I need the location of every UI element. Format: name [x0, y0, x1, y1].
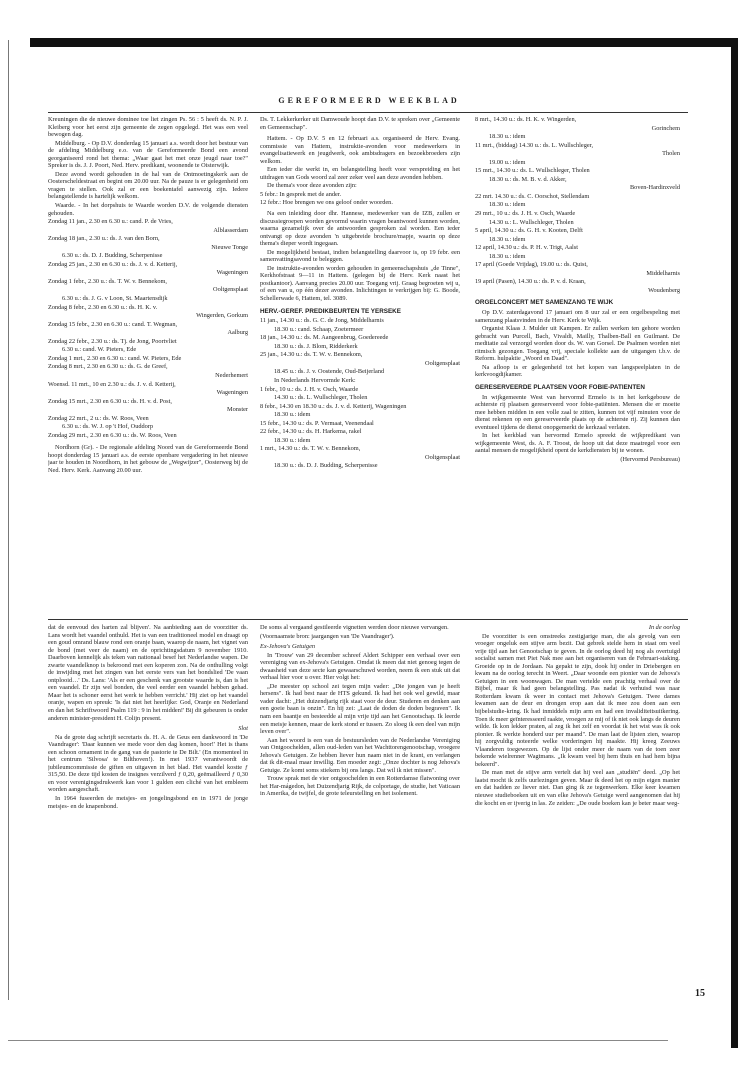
service-line: 8 febr., 14.30 en 18.30 u.: ds. J. v. d. Ketterij, Wageningen: [260, 402, 407, 410]
service-place: Woudenberg: [648, 286, 680, 294]
service-place: Wageningen: [216, 389, 248, 397]
service-line: Zondag 11 jan., 2.30 en 6.30 u.: cand. P. de Vries,: [48, 218, 173, 226]
service-line: 19.00 u.: idem: [489, 158, 526, 166]
paragraph: dat de eenvoud des harten zal blijven'. Na aanbieding aan de voorzitter ds. Lans wordt het vaandel onthuld. Het is van een traditioneel model en draagt op een goud omrand blauw rond een oranje baan, waarop de naam, het vignet van de bond (met veer de naam) en de oprichtingsdatum 9 november 1910. Daarboven kennelijk als teken van nationaal besef het Nederlandse wapen. De zwarte vaandelknop is bekroond met een koperen zon. Na de onthulling volgt de inwijding met het zingen van het eerste vers van het bondslied 'De vaan ontplooid…' Ds. Lans: 'Als er een geschenk van grootste waarde is, dan is het een vaandel. Er zijn wel bonden, die veel eerder een vaandel hebben gehad. Maar het is schoner eerst het werk te hebben verricht.' Hij ziet op het vaandel oranje, wapen en spreuk: 'Is dat niet het heerlijke: God, Oranje en Nederland en dan het Schriftwoord Psalm 119 : 9 in het midden!' Bij dit gebeuren is onder anderen minister-president H. Colijn present.: [48, 624, 248, 722]
article-column-1: [48, 116, 248, 616]
service-line: Zondag 15 febr., 2.30 en 6.30 u.: cand. T. Wegman,: [48, 320, 178, 328]
service-line: 18.30 u.: idem: [489, 235, 526, 243]
subheading: In de oorlog: [648, 624, 680, 631]
right-border-bar: [731, 38, 738, 1048]
service-line: 18 jan., 14.30 u.: ds. M. Aangeenbrug, Goedereede: [260, 334, 389, 342]
service-place: Tholen: [662, 150, 680, 158]
service-line: Zondag 22 febr., 2.30 u.: ds. Tj. de Jong, Poortvliet: [48, 337, 177, 345]
service-place: Nieuwe Tonge: [211, 243, 248, 251]
paragraph: In het kerkblad van hervormd Ermelo spreekt de wijkpredikant van wijkgemeente West, ds. A. F. Troost, de hoop uit dat deze maatregel voor een aantal mensen de mogelijkheid opent de kerkdiensten bij te wonen.: [475, 432, 680, 455]
service-place: Middelharnis: [646, 269, 680, 277]
paragraph: Waarde. - In het dorpshuis te Waarde worden D.V. de volgende diensten gehouden.: [48, 202, 248, 217]
service-line: 15 mrt., 14.30 u.: ds. L. Wullschleger, Tholen: [475, 167, 590, 175]
paragraph: De instruktie-avonden worden gehouden in gemeenschapshuis „de Tinne", Kerkhofstraat 9—11 in Hattem. (gelegen bij de Herv. Kerk naast het postkantoor). Aanvang precies 20.00 uur. Toegang vrij. Graag begroeten wij u, of een van u, op één dezer avonden. Inlichtingen te verkrijgen bij: G. Boode, Schellerwade 6, Hattem, tel. 3089.: [260, 264, 460, 303]
service-place: Boven-Hardinxveld: [629, 184, 680, 192]
service-line: 15 febr., 14.30 u.: ds. P. Vermaat, Veenendaal: [260, 419, 374, 427]
service-line: 1 mrt., 14.30 u.: ds. T. W. v. Bennekom,: [260, 445, 361, 453]
paragraph: De man met de stijve arm vertelt dat hij veel aan „studiën" deed. „Op het laatst mocht ik zelfs uurlezingen geven. Maar ik deed het op mijn eigen manier en dat hadden ze liever niet. Dan ging ik ze tegenwerken. Elke keer kwamen nieuwe studieboeken uit en van elke Jehova's Getuige werd aangenomen dat hij die kocht en er ijverig in las. Ze zeiden: „De oude boeken kan je beter maar weg-: [475, 769, 680, 807]
paragraph: Aan het woord is een van de bestuursleden van de Nederlandse Vereniging van Ontgoochelden, allen oud-leden van het Wachttorengenootschap, vroegere Jehova's Getuigen. Ze hebben liever hun naam niet in de krant, en verlangen dat ik dit-maal maar inwillig. Een moeder zegt: „Onze dochter is nog Jehova's Getuige. Ze komt soms stiekem bij ons langs. Dat wil ik niet missen".: [260, 736, 460, 774]
service-line: Zondag 15 mrt., 2.30 en 6.30 u.: ds. H. v. d. Post,: [48, 397, 172, 405]
section-divider: [48, 619, 688, 620]
service-line: 18.30 u.: idem: [274, 411, 311, 419]
service-line: 25 jan., 14.30 u.: ds. T. W. v. Bennekom,: [260, 351, 363, 359]
service-line: Zondag 22 mrt., 2 u.: ds. W. Roos, Veen: [48, 414, 149, 422]
service-line: 18.30 u.: idem: [274, 436, 311, 444]
service-line: 14.30 u.: L. Wullschleger, Tholen: [489, 218, 574, 226]
paragraph: Trouw sprak met de vier ontgoochelden in een Rotterdamse flatwoning over het Har-mágedon, het Duizendjarig Rijk, de colportage, de studie, het Vaticaan in Amerika, de twijfel, de grote teleurstelling en het isolement.: [260, 775, 460, 798]
left-scan-edge: [8, 40, 9, 1000]
paragraph: In wijkgemeente West van hervormd Ermelo is in het kerkgebouw de achterste rij plaatsen gereserveerd voor fobie-patiënten. Mensen die er moeite mee hebben midden in een volle zaal te zitten, kunnen tot vijf minuten voor de dienst rekenen op een gereserveerde plaats op de achterste rij. Zij kunnen dan eventueel tijdens de dienst onopgemerkt de kerkzaal verlaten.: [475, 393, 680, 431]
service-place: Alblasserdam: [213, 226, 248, 234]
paragraph: 5 febr.: In gesprek met de ander.: [260, 190, 342, 198]
subheading: Slot: [238, 725, 248, 733]
service-line: 1 febr., 10 u.: ds. J. H. v. Osch, Waarde: [260, 385, 359, 393]
bottom-column-3: [475, 624, 680, 969]
paragraph: De voorzitter is een omstreeks zestigjarige man, die als gevolg van een vroeger ongeluk een stijve arm bezit. Dat gebrek stelde hem in staat om veel vrije tijd aan het Genootschap te geven. In de oorlog deed hij nog als overtuigd socialist samen met Piet Nak mee aan het organiseren van de Februari-staking. Groeide op in de Jordaan. Na gepakt te zijn, dook hij onder in Driebergen en kwam na de oorlog terecht in Weert. „Daar woonde een pionier van de Jehova's Getuigen in een woonwagen. De man vertelde een prachtig verhaal over de Bijbel, maar ik had geen belangstelling. Pas nadat ik verhuisd was naar Rotterdam kwam ik weer in contact met Jehova's Getuigen. Twee dames kwamen aan de deur en drongen erop aan dat ik mee zou doen aan een bijbelstudie-kring. Ik had inmiddels mijn arm en had een invaliditeitsuitkering. Toen ik meer geïnteresseerd raakte, vroegen ze mij of ik niet ook langs de deuren wilde. Ik kon lekker praten, al zeg ik het zelf en voordat ik het wist was ik ook pionier. Ik werkte honderd uur per maand". De man laat de lijsten zien, waarop hij zorgvuldig noteerde welke vorderingen hij maakte. Hij kreeg Zeeuws Vlaanderen toegewezen. Op de lijst onder meer de naam van de toen zeer bekende wielrenner Wagtmans. „Ik kwam veel bij hem thuis en had hem bijna bekeerd".: [475, 632, 680, 768]
paragraph: In 1964 fuseerden de meisjes- en jongelingsbond en in 1971 de jonge meisjes- en de knapenbond.: [48, 795, 248, 810]
subheading: Ex-Jehova's Getuigen: [260, 643, 316, 651]
paragraph: Nordhorn (Gr). - De regionale afdeling Noord van de Gereformeerde Bond hoopt donderdag 15 januari a.s. de eerste openbare vergadering in het nieuwe jaar te houden in Noordhorn, in het gebouw de „Wegwijzer", Oosterweg bij de Ned. Herv. Kerk. Aanvang 20.00 uur.: [48, 444, 248, 474]
paragraph: In 'Trouw' van 29 december schreef Aldert Schipper een verhaal over een vereniging van ex-Jehova's Getuigen. Omdat ik meen dat niet genoeg tegen de dwaasheid van deze secte kan gewaarschuwd worden, neem ik een stuk uit dat verhaal hier voor u over. Hier volgt het:: [260, 651, 460, 682]
paragraph: Deze avond wordt gehouden in de hal van de Ontmoetingskerk aan de Oosterscheldestraat en begint om 20.00 uur. Na de pauze is er gelegenheid om vragen te stellen. Ook zal er een boekentafel aanwezig zijn. Iedere belangstellende is hartelijk welkom.: [48, 170, 248, 201]
service-line: Zondag 18 jan., 2.30 u.: ds. J. van den Born,: [48, 235, 160, 243]
service-line: 5 april, 14.30 u.: ds. G. H. v. Kooten, Delft: [475, 227, 583, 235]
paragraph: Hattem. - Op D.V. 5 en 12 februari a.s. organiseerd de Herv. Evang. commissie van Hattem, instruktie-avonden voor medewerkers in evangelisatiewerk en jeugdwerk, ook ambtsdragers en bezoekbroeders zijn welkom.: [260, 135, 460, 165]
paragraph: Na een inleiding door dhr. Hannese, medewerker van de IZB, zullen er discussiegroepen worden gevormd waarin vragen beantwoord kunnen worden, waarna gezamelijk over de antwoorden gesproken zal worden. Een ieder ontvangt op deze avonden 'n uitgebreide brochure/mapje, waarin op deze thema's dieper wordt ingegaan.: [260, 210, 460, 248]
paragraph: Na afloop is er gelegenheid tot het kopen van langspeelplaten in de kerkvoogdijkamer.: [475, 363, 680, 379]
paragraph: Na de grote dag schrijft secretaris ds. H. A. de Geus een dankwoord in 'De Vaandrager': 'Daar kunnen we mede voor den dag komen, hoor!' Het is thans een schoon ornament in de gang van de pastorie te De Bilt.' (En momenteel in het centrum 'Silvosa' te Bilthoven!). In mei 1937 verantwoordt de jubileumcommissie de giften en uitgaven in het blad. Het vaandel kostte ƒ 315,50. De deze tijd kosten de insignes verzilverd ƒ 0,20, geëmailleerd ƒ 0,30 en voor verenigingsdrukwerk kan voor 1 gulden een cliché van het embleem worden aangeschaft.: [48, 733, 248, 794]
service-line: 18.30 u.: idem: [489, 201, 526, 209]
service-line: 22 mrt. 14.30 u.: ds. C. Oorschot, Stellendam: [475, 192, 590, 200]
service-line: 18.30 u.: idem: [489, 133, 526, 141]
paragraph: „De meester op school zei tegen mijn vader: „Die jongen van je heeft hersens". Ik had best naar de HTS gekund. Ik had het ook wel gewild, maar vader dacht: „Het duizendjarig rijk staat voor de deur. Studeren en denken aan een goeie baan is onzin". En hij zei: „Laat de doden de doden begraven". Ik nam een baantje en besteedde al mijn vrije tijd aan het Genootschap. Ik leerde een meisje kennen, maar de kerk stond er tussen. Zo sloeg ik een deel van mijn leven over".: [260, 682, 460, 736]
service-line: 18.30 u.: ds. J. Blom, Ridderkerk: [274, 342, 358, 350]
paragraph: (Voornaamste bron: jaargangen van 'De Vaandrager').: [260, 632, 395, 640]
service-place: Wageningen: [216, 269, 248, 277]
service-line: Zondag 1 febr., 2.30 u.: ds. T. W. v. Bennekom,: [48, 277, 167, 285]
section-heading: HERV.-GEREF. PREDIKBEURTEN TE YERSEKE: [260, 307, 401, 315]
service-place: Nederhemert: [215, 371, 248, 379]
service-line: 6.30 u.: ds. W. J. op 't Hof, Ouddorp: [62, 423, 154, 431]
section-heading: ORGELCONCERT MET SAMENZANG TE WIJK: [475, 299, 614, 307]
service-line: 11 mrt., (biddag) 14.30 u.: ds. L. Wullschleger,: [475, 141, 594, 149]
service-line: 29 mrt., 10 u.: ds. J. H. v. Osch, Waarde: [475, 210, 576, 218]
service-line: 18.45 u.: ds. J. v. Oostende, Oud-Beijerland: [274, 368, 385, 376]
page-number: 15: [695, 988, 705, 999]
paragraph: Ds. T. Lekkerkerker uit Damwoude hoopt dan D.V. te spreken over „Gemeente en Gemeenschap".: [260, 116, 460, 131]
paragraph: Middelburg. - Op D.V. donderdag 15 januari a.s. wordt door het bestuur van de afdeling Middelburg e.o. van de Gereformeerde Bond een avond georganiseerd rond het thema: „Waar gaat het met onze jeugd naar toe?" Spreker is ds. J. J. Poort, Ned. Herv. predikant, woonende te Oisterwijk.: [48, 139, 248, 170]
service-line: 18.30 u.: cand. Schaap, Zoetermeer: [274, 325, 364, 333]
paragraph: De mogelijkheid bestaat, indien belangstelling daarvoor is, op 19 febr. een samenvattingsavond te beleggen.: [260, 248, 460, 264]
service-place: Aalburg: [227, 329, 248, 337]
service-line: 22 febr., 14.30 u.: ds. H. Harkema, rakel: [260, 428, 362, 436]
service-place: Monster: [227, 406, 248, 414]
service-line: 11 jan., 14.30 u.: ds. G. C. de Jong, Middelharnis: [260, 317, 384, 325]
service-line: Zondag 25 jan., 2.30 en 6.30 u.: ds. J. v. d. Ketterij,: [48, 260, 178, 268]
paragraph: Organist Klaas J. Mulder uit Kampen. Er zullen werken ten gehore worden gebracht van Purcell, Bach, Vivaldi, Mailly, Thalben-Ball en Guilmant. De meditatie zal verzorgd worden door ds. W. van Gorsel. De Psalmen worden niet ritmisch gezongen. Toegang vrij, speciale kollekte aan de uitgangen t.b.v. de Reform. hulpaktie „Woord en Daad".: [475, 325, 680, 363]
bottom-column-1: [48, 624, 248, 964]
service-line: 18.30 u.: ds. M. B. v. d. Akker,: [489, 175, 567, 183]
service-place: Wingerden, Gorkum: [196, 312, 248, 320]
page-header: GEREFORMEERD WEEKBLAD: [278, 96, 460, 105]
service-line: 6.30 u.: cand. W. Pieters, Ede: [62, 346, 137, 354]
source-credit: (Hervormd Persbureau): [620, 455, 680, 463]
service-line: Zondag 1 mrt., 2.30 en 6.30 u.: cand. W. Pieters, Ede: [48, 354, 182, 362]
service-line: 18.30 u.: ds. D. J. Budding, Scherpenisse: [274, 462, 378, 470]
service-line: Woensd. 11 mrt., 10 en 2.30 u.: ds. J. v. d. Ketterij,: [48, 380, 176, 388]
service-line: 19 april (Pasen), 14.30 u.: ds. P. v. d. Kraan,: [475, 278, 586, 286]
article-column-2: [260, 116, 460, 616]
service-place: Ooltgensplaat: [425, 453, 460, 461]
service-place: Ooltgensplaat: [213, 286, 248, 294]
paragraph: De soms al vergaand gestileerde vignetten werden door nieuwe vervangen.: [260, 624, 449, 631]
service-line: Zondag 29 mrt., 2.30 en 6.30 u.: ds. W. Roos, Veen: [48, 431, 177, 439]
paragraph: Kreuningen die de nieuwe dominee toe liet zingen Ps. 56 : 5 heeft ds. N. P. J. Kleiberg voor het eerst zijn gemeente de zegen opgelegd. Het was een veel bewogen dag.: [48, 116, 248, 139]
service-line: 14.30 u.: ds. L. Wullschleger, Tholen: [274, 394, 368, 402]
service-line: In Nederlands Hervormde Kerk:: [274, 376, 356, 384]
paragraph: 12 febr.: Hoe brengen we ons geloof onder woorden.: [260, 199, 393, 207]
service-line: Zondag 8 febr., 2.30 en 6.30 u.: ds. H. K. v.: [48, 303, 158, 311]
bottom-scan-edge: [8, 1040, 668, 1041]
service-line: 18.30 u.: idem: [489, 252, 526, 260]
service-place: Ooltgensplaat: [425, 359, 460, 367]
article-column-3: [475, 116, 680, 616]
top-border-bar: [30, 38, 738, 47]
service-line: 12 april, 14.30 u.: ds. P. H. v. Trigt, Aalst: [475, 244, 578, 252]
paragraph: Op D.V. zaterdagavond 17 januari om 8 uur zal er een orgelbespeling met samenzang plaatsvinden in de Herv. Kerk te Wijk.: [475, 309, 680, 324]
paragraph: Een ieder die werkt in, en belangstelling heeft voor verspreiding en het uitdragen van Gods woord zal zeer zeker veel aan deze avonden hebben.: [260, 166, 460, 181]
service-line: 8 mrt., 14.30 u.: ds. H. K. v. Wingerden,: [475, 116, 577, 123]
header-rule: [48, 112, 688, 113]
service-line: 6.30 u.: ds. D. J. Budding, Scherpenisse: [62, 252, 163, 260]
service-line: Zondag 8 mrt., 2.30 en 6.30 u.: ds. G. de Greef,: [48, 363, 168, 371]
paragraph: De thema's voor deze avonden zijn:: [267, 182, 357, 190]
service-line: 17 april (Goede Vrijdag), 19.00 u.: ds. Quist,: [475, 261, 588, 269]
service-line: 6.30 u.: ds. J. G. v Loon, St. Maartensdijk: [62, 295, 168, 303]
section-heading: GERESERVEERDE PLAATSEN VOOR FOBIE-PATIENTEN: [475, 383, 645, 391]
service-place: Gorinchem: [651, 124, 680, 132]
bottom-column-2: [260, 624, 460, 964]
